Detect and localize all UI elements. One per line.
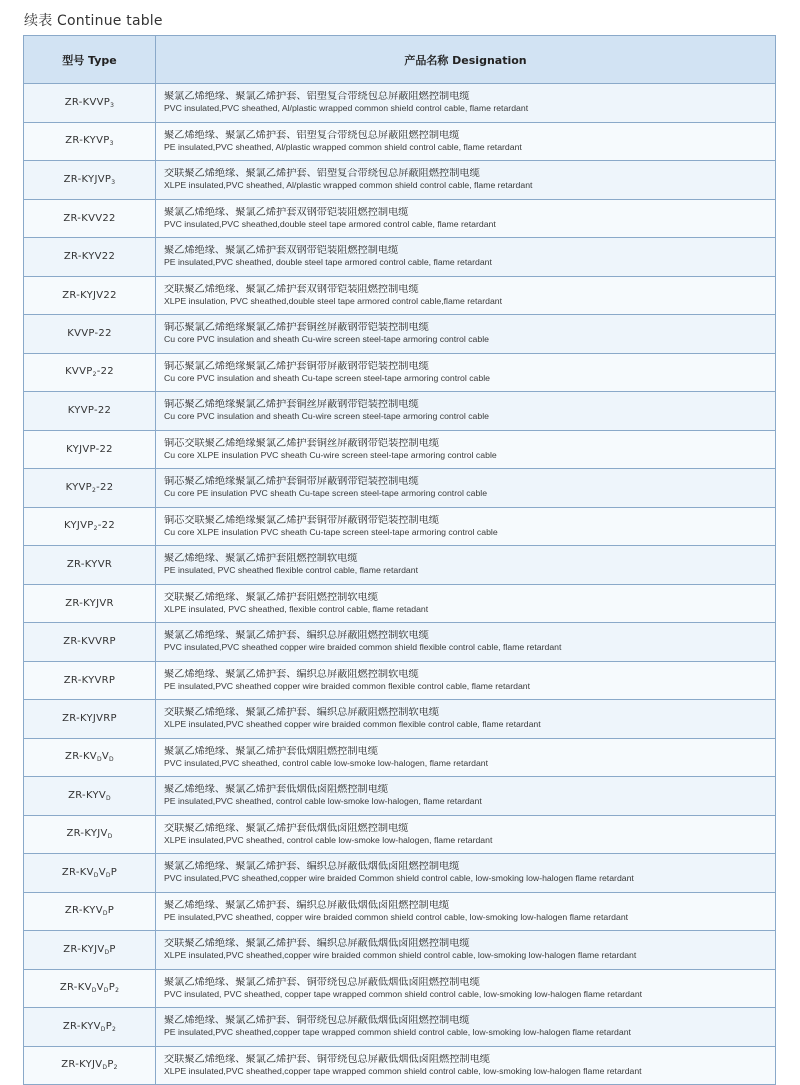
designation-cell (156, 584, 776, 623)
type-cell (24, 276, 156, 315)
designation-english: XLPE insulation, PVC sheathed,double steel tape armored control cable,flame retardant (164, 295, 503, 306)
designation-chinese: 交联聚乙烯绝缘、聚氯乙烯护套双钢带铠装阻燃控制电缆 (164, 283, 419, 295)
designation-english: PE insulated,PVC sheathed, control cable low-smoke low-halogen, flame retardant (164, 796, 482, 807)
type-subscript: D (100, 1025, 106, 1033)
type-text: ZR-KYJV (66, 828, 108, 840)
designation-cell (156, 430, 776, 469)
designation-chinese: 铜芯聚氯乙烯绝缘聚氯乙烯护套铜丝屏蔽钢带铠装控制电缆 (164, 322, 429, 334)
type-subscript: D (102, 1064, 108, 1072)
table-row (24, 584, 776, 623)
type-text: ZR-KYV (62, 1020, 101, 1032)
table-body (24, 84, 776, 1085)
type-text: ZR-KYJVRP (62, 713, 117, 725)
table-row (24, 392, 776, 431)
designation-chinese: 交联聚乙烯绝缘、聚氯乙烯护套、编织总屏蔽低烟低卤阻燃控制电缆 (164, 938, 470, 950)
type-text: P (107, 905, 115, 917)
type-subscript: 2 (113, 1064, 118, 1072)
type-cell (24, 584, 156, 623)
table-row (24, 777, 776, 816)
type-text: KYJVP-22 (66, 443, 113, 455)
type-text: ZR-KYVR (66, 559, 113, 571)
type-subscript: 2 (92, 486, 97, 494)
designation-english: PE insulated,PVC sheathed,copper tape wrapped common shield control cable, low-smoking low-halogen flame retardant (164, 1027, 631, 1038)
table-row (24, 315, 776, 354)
designation-english: Cu core XLPE insulation PVC sheath Cu-tape screen steel-tape armoring control cable (164, 526, 498, 537)
type-cell (24, 199, 156, 238)
type-text: -22 (97, 520, 115, 532)
designation-cell (156, 700, 776, 739)
designation-chinese: 聚乙烯绝缘、聚氯乙烯护套阻燃控制软电缆 (164, 553, 358, 565)
type-text: ZR-KYV (68, 789, 107, 801)
type-text: ZR-KVV22 (63, 212, 116, 224)
type-text: V (96, 982, 104, 994)
type-text: KVVP-22 (67, 328, 112, 340)
type-text: ZR-KYV (64, 905, 103, 917)
type-text: KYJVP (64, 520, 94, 532)
header-designation: 产品名称 Designation (156, 36, 776, 84)
type-subscript: 2 (115, 987, 120, 995)
designation-english: PVC insulated,PVC sheathed,double steel tape armored control cable, flame retardant (164, 218, 496, 229)
type-text: ZR-KYVRP (63, 674, 116, 686)
designation-cell (156, 661, 776, 700)
type-cell (24, 1008, 156, 1047)
type-cell (24, 700, 156, 739)
designation-english: Cu core PVC insulation and sheath Cu-tape screen steel-tape armoring control cable (164, 372, 490, 383)
type-subscript: D (91, 987, 97, 995)
designation-english: PVC insulated,PVC sheathed, Al/plastic wrapped common shield control cable, flame retardant (164, 103, 529, 114)
designation-chinese: 聚乙烯绝缘、聚氯乙烯护套、铜带绕包总屏蔽低烟低卤阻燃控制电缆 (164, 1015, 470, 1027)
designation-chinese: 聚氯乙烯绝缘、聚氯乙烯护套低烟阻燃控制电缆 (164, 745, 378, 757)
table-row (24, 700, 776, 739)
type-cell (24, 969, 156, 1008)
type-cell (24, 353, 156, 392)
designation-english: PE insulated,PVC sheathed, double steel tape armored control cable, flame retardant (164, 257, 492, 268)
type-cell (24, 238, 156, 277)
designation-english: PVC insulated, PVC sheathed, copper tape wrapped common shield control cable, low-smoking low-halogen flame retardant (164, 988, 643, 999)
designation-cell (156, 469, 776, 508)
type-cell (24, 546, 156, 585)
table-row (24, 238, 776, 277)
type-text: ZR-KYJVR (65, 597, 114, 609)
designation-english: Cu core PE insulation PVC sheath Cu-tape screen steel-tape armoring control cable (164, 488, 488, 499)
type-cell (24, 1046, 156, 1085)
type-subscript: D (106, 794, 111, 802)
type-text: P (110, 866, 118, 878)
type-text: ZR-KYVP (65, 135, 110, 147)
designation-english: PE insulated, PVC sheathed flexible control cable, flame retardant (164, 565, 419, 576)
type-subscript: D (96, 756, 102, 764)
designation-cell (156, 1046, 776, 1085)
designation-english: XLPE insulated,PVC sheathed,copper wire braided common shield control cable, low-smoking low-halogen flame retardant (164, 950, 637, 961)
designation-english: XLPE insulated,PVC sheathed,copper tape wrapped common shield control cable, low-smoking low-halogen flame retardant (164, 1065, 642, 1076)
type-cell (24, 738, 156, 777)
designation-chinese: 铜芯聚乙烯绝缘聚氯乙烯护套铜丝屏蔽钢带铠装控制电缆 (164, 399, 419, 411)
table-row (24, 161, 776, 200)
type-subscript: 3 (110, 101, 115, 109)
designation-english: Cu core PVC insulation and sheath Cu-wire screen steel-tape armoring control cable (164, 411, 489, 422)
type-text: V (98, 866, 106, 878)
designation-chinese: 交联聚乙烯绝缘、聚氯乙烯护套低烟低卤阻燃控制电缆 (164, 822, 409, 834)
type-cell (24, 777, 156, 816)
type-cell (24, 469, 156, 508)
designation-cell (156, 122, 776, 161)
designation-cell (156, 353, 776, 392)
designation-chinese: 铜芯交联聚乙烯绝缘聚氯乙烯护套铜带屏蔽钢带铠装控制电缆 (164, 514, 440, 526)
type-text: ZR-KYJV (61, 1059, 103, 1071)
table-row (24, 738, 776, 777)
designation-chinese: 铜芯聚氯乙烯绝缘聚氯乙烯护套铜带屏蔽钢带铠装控制电缆 (164, 360, 429, 372)
designation-chinese: 交联聚乙烯绝缘、聚氯乙烯护套阻燃控制软电缆 (164, 591, 378, 603)
designation-chinese: 交联聚乙烯绝缘、聚氯乙烯护套、铝塑复合带绕包总屏蔽阻燃控制电缆 (164, 168, 480, 180)
designation-chinese: 聚乙烯绝缘、聚氯乙烯护套低烟低卤阻燃控制电缆 (164, 784, 389, 796)
type-subscript: D (109, 756, 114, 764)
designation-cell (156, 84, 776, 123)
type-subscript: D (104, 948, 110, 956)
designation-cell (156, 315, 776, 354)
designation-cell (156, 546, 776, 585)
table-row (24, 1008, 776, 1047)
designation-cell (156, 1008, 776, 1047)
designation-english: PE insulated,PVC sheathed, copper wire braided common shield control cable, low-smoking low-halogen flame retardant (164, 911, 629, 922)
designation-cell (156, 815, 776, 854)
designation-english: Cu core XLPE insulation PVC sheath Cu-wire screen steel-tape armoring control cable (164, 449, 497, 460)
type-text: V (101, 751, 110, 763)
designation-chinese: 铜芯交联聚乙烯绝缘聚氯乙烯护套铜丝屏蔽钢带铠装控制电缆 (164, 437, 440, 449)
designation-chinese: 聚氯乙烯绝缘、聚氯乙烯护套、编织总屏蔽低烟低卤阻燃控制电缆 (164, 861, 460, 873)
type-cell (24, 854, 156, 893)
table-row (24, 353, 776, 392)
designation-cell (156, 161, 776, 200)
table-row (24, 199, 776, 238)
type-text: P (107, 1059, 114, 1071)
table-row (24, 469, 776, 508)
designation-chinese: 交联聚乙烯绝缘、聚氯乙烯护套、铜带绕包总屏蔽低烟低卤阻燃控制电缆 (164, 1053, 490, 1065)
type-subscript: D (93, 871, 99, 879)
type-text: KVVP (65, 366, 93, 378)
table-row (24, 931, 776, 970)
designation-english: PE insulated,PVC sheathed, Al/plastic wrapped common shield control cable, flame retardant (164, 141, 522, 152)
table-row (24, 815, 776, 854)
type-text: -22 (96, 481, 114, 493)
type-text: ZR-KV (65, 751, 97, 763)
designation-cell (156, 777, 776, 816)
table-row (24, 661, 776, 700)
designation-english: PVC insulated,PVC sheathed,copper wire braided Common shield control cable, low-smoking low-halogen flame retardant (164, 873, 634, 884)
type-cell (24, 931, 156, 970)
type-subscript: D (103, 987, 109, 995)
type-cell (24, 623, 156, 662)
designation-english: XLPE insulated, PVC sheathed, flexible control cable, flame retadant (164, 603, 429, 614)
type-cell (24, 661, 156, 700)
designation-chinese: 聚乙烯绝缘、聚氯乙烯护套双钢带铠装阻燃控制电缆 (164, 245, 399, 257)
designation-chinese: 聚氯乙烯绝缘、聚氯乙烯护套、铜带绕包总屏蔽低烟低卤阻燃控制电缆 (164, 976, 480, 988)
table-row (24, 84, 776, 123)
type-text: KYVP (65, 481, 93, 493)
table-row (24, 430, 776, 469)
table-row (24, 507, 776, 546)
designation-english: PVC insulated,PVC sheathed, control cable low-smoke low-halogen, flame retardant (164, 757, 489, 768)
type-subscript: 3 (111, 178, 116, 186)
type-text: ZR-KYJV22 (62, 289, 117, 301)
designation-cell (156, 276, 776, 315)
type-subscript: 2 (92, 371, 97, 379)
type-text: P (105, 1020, 113, 1032)
cable-spec-table (23, 35, 776, 1085)
type-cell (24, 815, 156, 854)
type-text: ZR-KYV22 (63, 251, 116, 263)
type-text: -22 (96, 366, 114, 378)
designation-chinese: 聚乙烯绝缘、聚氯乙烯护套、编织总屏蔽阻燃控制软电缆 (164, 668, 419, 680)
type-subscript: D (102, 910, 108, 918)
type-subscript: D (107, 833, 113, 841)
table-row (24, 122, 776, 161)
type-cell (24, 161, 156, 200)
table-row (24, 623, 776, 662)
type-cell (24, 122, 156, 161)
designation-english: XLPE insulated,PVC sheathed, control cable low-smoke low-halogen, flame retardant (164, 834, 493, 845)
table-row (24, 546, 776, 585)
designation-english: XLPE insulated,PVC sheathed copper wire braided common flexible control cable, flame retardant (164, 719, 541, 730)
designation-cell (156, 931, 776, 970)
designation-chinese: 聚氯乙烯绝缘、聚氯乙烯护套、编织总屏蔽阻燃控制软电缆 (164, 630, 429, 642)
type-cell (24, 892, 156, 931)
designation-cell (156, 392, 776, 431)
designation-english: PE insulated,PVC sheathed copper wire braided common flexible control cable, flame retardant (164, 680, 531, 691)
type-text: P (109, 943, 116, 955)
page-caption: 续表 Continue table (24, 13, 163, 29)
type-text: ZR-KVVP (64, 96, 111, 108)
designation-cell (156, 623, 776, 662)
type-subscript: 2 (93, 525, 98, 533)
type-subscript: D (105, 871, 111, 879)
designation-cell (156, 238, 776, 277)
designation-chinese: 铜芯聚乙烯绝缘聚氯乙烯护套铜带屏蔽钢带铠装控制电缆 (164, 476, 419, 488)
designation-cell (156, 507, 776, 546)
designation-english: XLPE insulated,PVC sheathed, Al/plastic wrapped common shield control cable, flame retardant (164, 180, 533, 191)
designation-cell (156, 892, 776, 931)
type-cell (24, 507, 156, 546)
type-text: ZR-KYJVP (63, 173, 112, 185)
designation-english: PVC insulated,PVC sheathed copper wire braided common shield flexible control cable, flame retardant (164, 642, 562, 653)
designation-cell (156, 199, 776, 238)
designation-chinese: 交联聚乙烯绝缘、聚氯乙烯护套、编织总屏蔽阻燃控制软电缆 (164, 707, 440, 719)
type-text: KYVP-22 (67, 405, 112, 417)
table-header-row (24, 36, 776, 84)
type-text: ZR-KYJV (63, 943, 105, 955)
table-row (24, 276, 776, 315)
designation-cell (156, 854, 776, 893)
type-text: ZR-KV (61, 866, 94, 878)
designation-chinese: 聚氯乙烯绝缘、聚氯乙烯护套双钢带铠装阻燃控制电缆 (164, 206, 409, 218)
table-row (24, 854, 776, 893)
table-row (24, 969, 776, 1008)
type-subscript: 3 (109, 140, 114, 148)
table-row (24, 892, 776, 931)
designation-chinese: 聚氯乙烯绝缘、聚氯乙烯护套、铝塑复合带绕包总屏蔽阻燃控制电缆 (164, 91, 470, 103)
designation-chinese: 聚乙烯绝缘、聚氯乙烯护套、铝塑复合带绕包总屏蔽阻燃控制电缆 (164, 129, 460, 141)
type-text: ZR-KV (59, 982, 92, 994)
designation-cell (156, 969, 776, 1008)
type-text: ZR-KVVRP (63, 636, 116, 648)
type-cell (24, 392, 156, 431)
designation-cell (156, 738, 776, 777)
type-text: P (108, 982, 116, 994)
type-cell (24, 84, 156, 123)
table-row (24, 1046, 776, 1085)
type-subscript: 2 (112, 1025, 117, 1033)
designation-english: Cu core PVC insulation and sheath Cu-wire screen steel-tape armoring control cable (164, 334, 489, 345)
type-cell (24, 315, 156, 354)
header-type: 型号 Type (24, 36, 156, 84)
type-cell (24, 430, 156, 469)
designation-chinese: 聚乙烯绝缘、聚氯乙烯护套、编织总屏蔽低烟低卤阻燃控制电缆 (164, 899, 450, 911)
